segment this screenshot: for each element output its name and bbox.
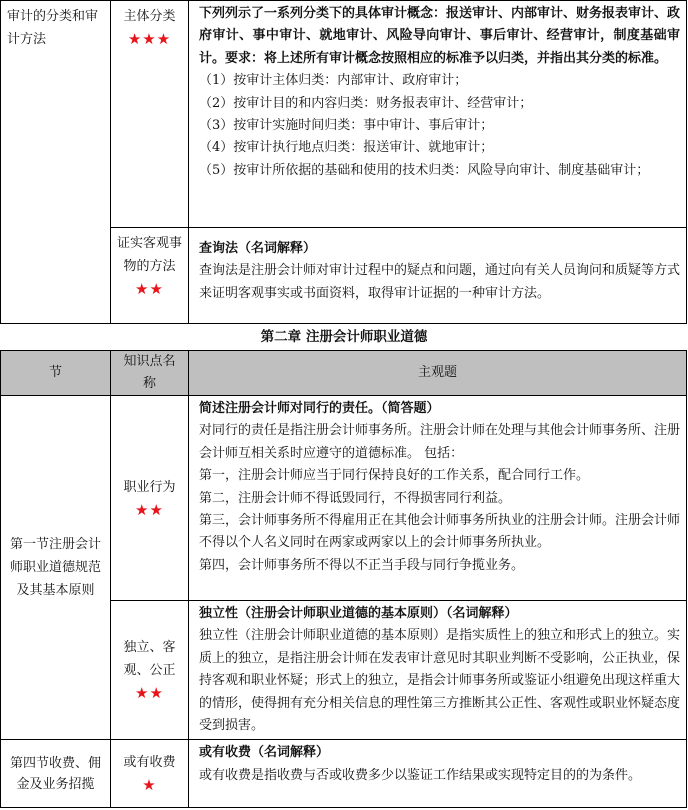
header-section: 节 (1, 351, 111, 396)
top-table (0, 0, 687, 324)
topic-label: 证实客观事物的方法 (116, 236, 182, 274)
answer-line: 第二，注册会计师不得诋毁同行，不得损害同行利益。 (199, 490, 512, 506)
importance-stars: ★★ (135, 280, 164, 298)
question-cell (189, 1, 687, 228)
question-title: 简述注册会计师对同行的责任。（简答题） (199, 401, 440, 416)
topic-label: 或有收费 (123, 755, 176, 771)
question-text: 下列列示了一系列分类下的具体审计概念：报送审计、内部审计、财务报表审计、政府审计、事中审计、就地审计、风险导向审计、事后审计、经营审计，制度基础审计。要求：将上述所有审计概念按照相应的标准予以归类，并指出其分类的标准。 (199, 6, 681, 66)
section-cell (1, 1, 111, 324)
answer-line: 第三，会计师事务所不得雇用正在其他会计师事务所执业的注册会计师。注册会计师不得以个人名义同时在两家或两家以上的会计师事务所执业。 (199, 513, 681, 551)
term-definition: 查询法是注册会计师对审计过程中的疑点和问题，通过向有关人员询问和质疑等方式来证明客观事实或书面资料，取得审计证据的一种审计方法。 (199, 263, 681, 301)
table-row (1, 740, 687, 808)
answer-line: 对同行的责任是指注册会计师事务所。注册会计师在处理与其他会计师事务所、注册会计师互相关系时应遵守的道德标准。 包括： (199, 423, 681, 461)
chapter-title: 第二章 注册会计师职业道德 (260, 329, 428, 345)
answer-cell (189, 740, 687, 808)
topic-cell (111, 1, 189, 228)
section-cell (1, 740, 111, 808)
section-label: 第四节收费、佣金及业务招揽 (9, 755, 101, 792)
header-topic: 知识点名称 (111, 351, 189, 396)
term-title: 查询法（名词解释） (199, 241, 317, 256)
answer-cell (189, 601, 687, 740)
topic-label: 独立、客观、公正 (123, 640, 176, 679)
answer-line: （1）按审计主体归类：内部审计、政府审计； (199, 73, 468, 89)
topic-cell (111, 601, 189, 740)
topic-cell (111, 740, 189, 808)
table-row (1, 396, 687, 601)
topic-label: 主体分类 (123, 9, 176, 24)
topic-cell (111, 396, 189, 601)
answer-line: （5）按审计所依据的基础和使用的技术归类：风险导向审计、制度基础审计； (199, 162, 650, 178)
answer-cell (189, 228, 687, 324)
importance-stars: ★★ (135, 684, 164, 703)
term-definition: 或有收费是指收费与否或收费多少以鉴证工作结果或实现特定目的的为条件。 (199, 767, 642, 783)
main-table (0, 350, 687, 808)
section-label: 审计的分类和审计方法 (7, 9, 99, 47)
importance-stars: ★ (142, 776, 157, 795)
section-label: 第一节注册会计师职业道德规范及其基本原则 (9, 537, 101, 599)
header-question: 主观题 (189, 351, 687, 396)
importance-stars: ★★ (135, 500, 164, 519)
answer-line: （3）按审计实施时间归类：事中审计、事后审计； (199, 118, 494, 134)
table-row (1, 1, 687, 228)
answer-line: （4）按审计执行地点归类：报送审计、就地审计； (199, 140, 494, 156)
importance-stars: ★★★ (127, 30, 172, 48)
topic-cell (111, 228, 189, 324)
answer-line: （2）按审计目的和内容归类：财务报表审计、经营审计； (199, 95, 533, 111)
answer-line: 第一，注册会计师应当于同行保持良好的工作关系，配合同行工作。 (199, 468, 590, 484)
header-row (1, 351, 687, 396)
term-definition: 独立性（注册会计师职业道德的基本原则）是指实质性上的独立和形式上的独立。实质上的独立，是指注册会计师在发表审计意见时其职业判断不受影响，公正执业，保持客观和职业怀疑；形式上的独立，是指会计师事务所或鉴证小组避免出现这样重大的情形，使得拥有充分相关信息的理性第三方推断其公正性、客观性或职业怀疑态度受到损害。 (199, 628, 681, 734)
topic-label: 职业行为 (123, 479, 176, 495)
term-title: 独立性（注册会计师职业道德的基本原则）（名词解释） (199, 606, 518, 621)
term-title: 或有收费（名词解释） (199, 745, 330, 761)
answer-cell (189, 396, 687, 601)
section-cell (1, 396, 111, 740)
answer-line: 第四，会计师事务所不得以不正当手段与同行争揽业务。 (199, 557, 525, 573)
